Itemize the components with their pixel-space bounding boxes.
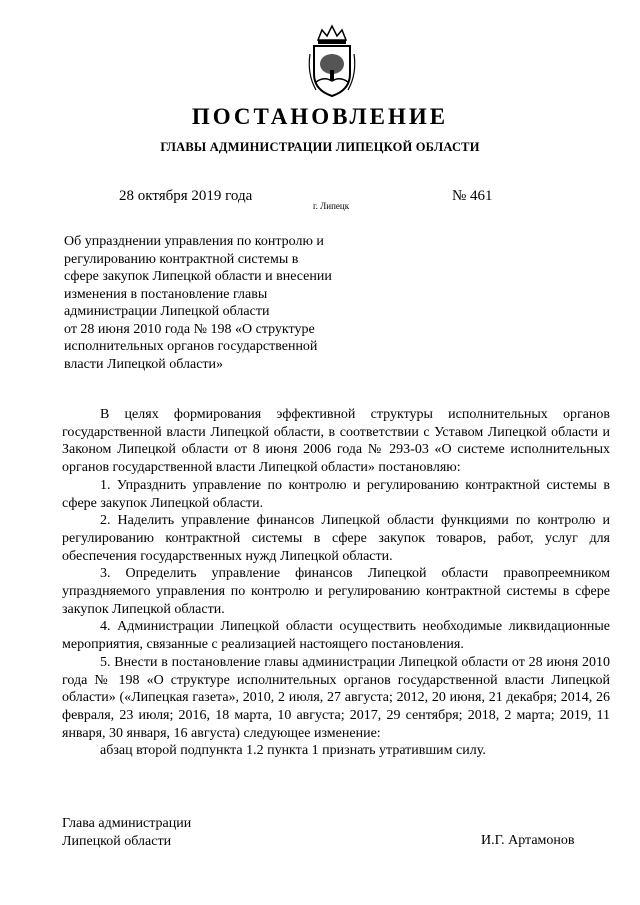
heading-line: сфере закупок Липецкой области и внесении [64,269,332,284]
heading-line: исполнительных органов государственной [64,339,318,354]
heading-line: администрации Липецкой области [64,304,270,319]
heading-line: Об упразднении управления по контролю и [64,234,324,249]
coat-of-arms-icon [304,24,360,100]
paragraph-item-2: 2. Наделить управление финансов Липецкой области функциями по контролю и регулированию контрактной системы в сфере закупок товаров, работ, услуг для обеспечения государственных нужд Липецкой области. [62,513,610,564]
paragraph-item-5: 5. Внести в постановление главы администрации Липецкой области от 28 июня 2010 года № 198 «О структуре исполнительных органов государственной власти Липецкой области» («Липецкая газета», 2010, 2 июля, 27 августа; 2012, 20 июня, 21 декабря; 2014, 26 февраля, 23 июля; 2016, 18 марта, 10 августа; 2017, 29 сентября; 2018, 2 марта; 2019, 11 января, 30 января, 16 августа) следующее изменение: [62,654,610,741]
heading-line: регулированию контрактной системы в [64,251,299,267]
document-city: г. Липецк [313,201,350,211]
document-title: ПОСТАНОВЛЕНИЕ [191,104,449,129]
heading-line: власти Липецкой области» [64,356,224,372]
document-date: 28 октября 2019 года [119,188,253,204]
document-number: № 461 [452,188,493,204]
issuer-subtitle: ГЛАВЫ АДМИНИСТРАЦИИ ЛИПЕЦКОЙ ОБЛАСТИ [160,140,480,154]
paragraph-item-5-change: абзац второй подпункта 1.2 пункта 1 признать утратившим силу. [100,743,486,759]
heading-line: изменения в постановление главы [64,286,268,302]
paragraph-item-1: 1. Упразднить управление по контролю и регулированию контрактной системы в сфере закупок Липецкой области. [62,477,610,511]
signature-position-line: Глава администрации [62,816,192,831]
document-body [62,406,610,760]
signature-position [62,815,191,851]
signature-name: И.Г. Артамонов [481,833,575,848]
paragraph-preamble: В целях формирования эффективной структуры исполнительных органов государственной власти Липецкой области, в соответствии с Уставом Липецкой области и Законом Липецкой области от 8 июня 2006 года № 293-03 «О системе исполнительных органов государственной власти Липецкой области» постановляю: [62,407,610,476]
signature-position-line: Липецкой области [62,834,172,849]
document-heading [64,233,364,373]
paragraph-item-4: 4. Администрации Липецкой области осуществить необходимые ликвидационные мероприятия, связанные с реализацией настоящего постановления. [62,619,610,653]
paragraph-item-3: 3. Определить управление финансов Липецкой области правопреемником упраздняемого управления по контролю и регулированию контрактной системы в сфере закупок Липецкой области. [62,566,610,617]
heading-line: от 28 июня 2010 года № 198 «О структуре [64,321,315,337]
